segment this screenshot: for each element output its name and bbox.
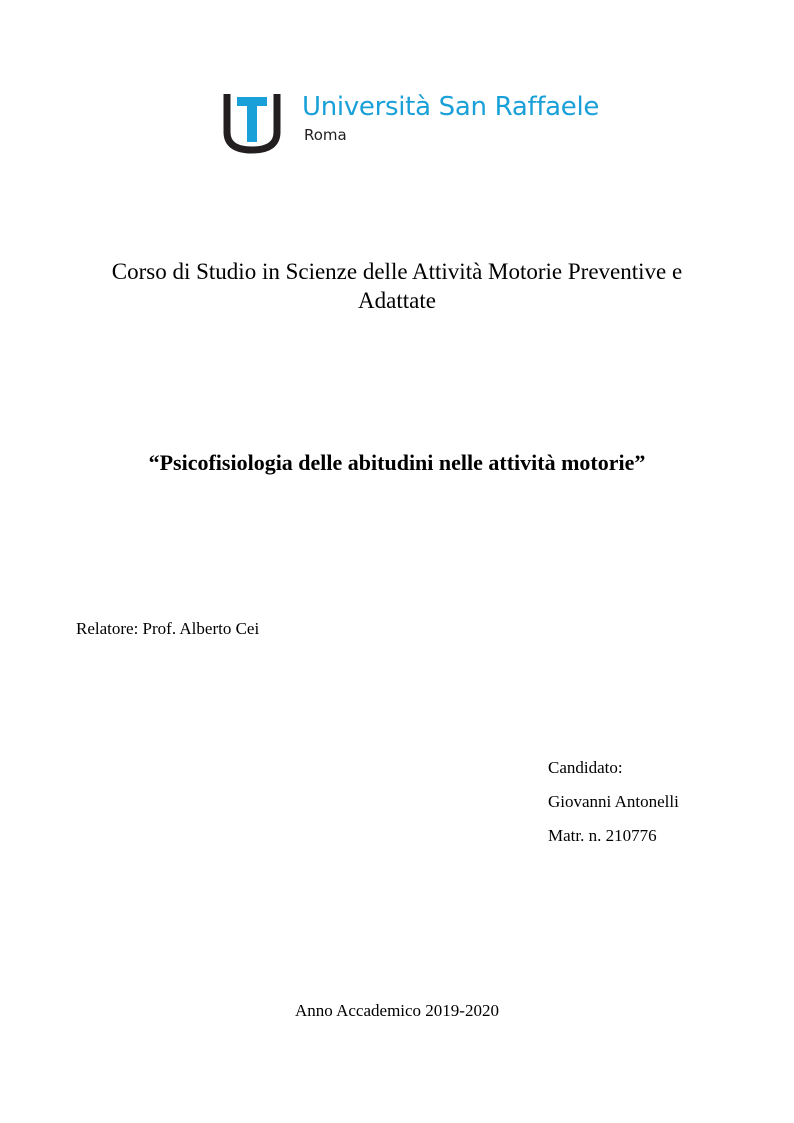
university-name: Università San Raffaele [302,92,600,122]
academic-year: Anno Accademico 2019-2020 [295,1001,499,1020]
supervisor: Relatore: Prof. Alberto Cei [76,619,260,638]
university-logo [223,92,600,156]
university-logo-mark-icon [223,92,281,154]
course-of-study: Corso di Studio in Scienze delle Attività Motorie Preventive e Adattate [111,259,683,313]
candidate-matriculation: Matr. n. 210776 [548,826,657,845]
university-city: Roma [304,126,347,144]
candidate-block [548,757,679,859]
candidate-label: Candidato: [548,758,623,777]
thesis-title: “Psicofisiologia delle abitudini nelle attività motorie” [148,450,646,475]
candidate-name: Giovanni Antonelli [548,792,679,811]
